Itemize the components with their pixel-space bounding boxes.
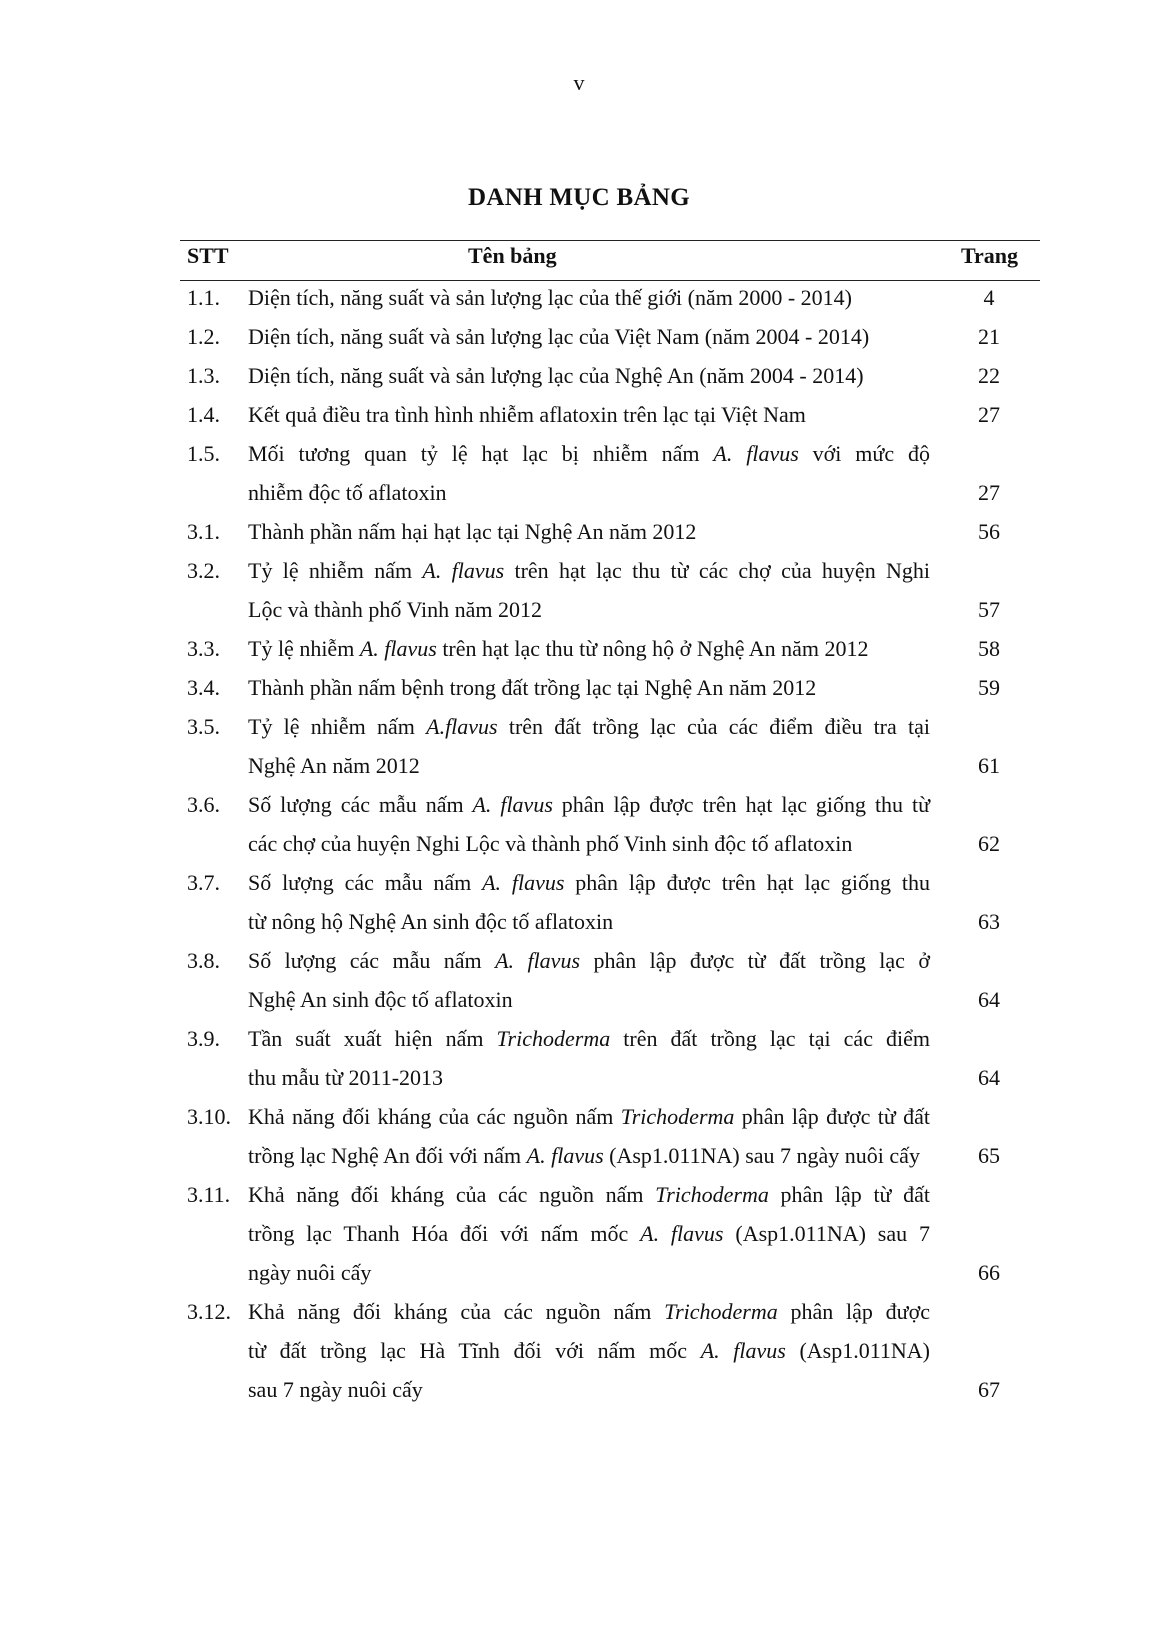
table-number: 1.5. — [187, 441, 220, 466]
page-ref: 65 — [978, 1143, 1000, 1168]
title-fragment: Tần suất xuất hiện nấm — [248, 1026, 497, 1051]
table-row — [0, 941, 1158, 1019]
title-fragment: phân lập được từ đất trồng lạc ở — [580, 948, 931, 973]
species-name: A. flavus — [472, 792, 553, 817]
page-ref: 4 — [983, 285, 995, 310]
table-title-text — [248, 434, 930, 473]
title-fragment: Diện tích, năng suất và sản lượng lạc của Việt Nam (năm 2004 - 2014) — [248, 324, 870, 349]
table-row — [0, 668, 1158, 707]
table-number: 3.11. — [187, 1182, 231, 1207]
title-fragment: (Asp1.011NA) sau 7 ngày nuôi cấy — [603, 1143, 920, 1168]
table-number: 3.4. — [187, 675, 220, 700]
page-ref: 61 — [978, 753, 1000, 778]
table-row-line — [0, 902, 1158, 941]
title-fragment: trồng lạc Nghệ An đối với nấm — [248, 1143, 527, 1168]
column-header-page: Trang — [961, 243, 1019, 268]
table-title-text — [248, 1214, 930, 1253]
title-fragment: Diện tích, năng suất và sản lượng lạc của Nghệ An (năm 2004 - 2014) — [248, 363, 864, 388]
title-fragment: nhiễm độc tố aflatoxin — [248, 480, 447, 505]
table-title-text — [248, 941, 930, 980]
title-fragment: trồng lạc Thanh Hóa đối với nấm mốc — [248, 1221, 641, 1246]
table-title-text — [248, 278, 930, 317]
table-title-text — [248, 1175, 930, 1214]
species-name: A.flavus — [426, 714, 498, 739]
table-row — [0, 278, 1158, 317]
species-name: A. flavus — [422, 558, 505, 583]
title-fragment: Tỷ lệ nhiễm nấm — [248, 558, 423, 583]
table-row-line — [0, 629, 1158, 668]
title-fragment: Mối tương quan tỷ lệ hạt lạc bị nhiễm nấm — [248, 441, 714, 466]
table-row-line — [0, 863, 1158, 902]
title-fragment: phân lập được trên hạt lạc giống thu từ — [552, 792, 930, 817]
table-number: 1.2. — [187, 324, 220, 349]
table-row-line — [0, 1175, 1158, 1214]
title-fragment: (Asp1.011NA) — [785, 1338, 930, 1363]
table-row — [0, 1097, 1158, 1175]
title-fragment: Diện tích, năng suất và sản lượng lạc của thế giới (năm 2000 - 2014) — [248, 285, 852, 310]
title-fragment: Thành phần nấm bệnh trong đất trồng lạc tại Nghệ An năm 2012 — [248, 675, 817, 700]
species-name: Trichoderma — [620, 1104, 735, 1129]
title-fragment: sau 7 ngày nuôi cấy — [248, 1377, 423, 1402]
table-number: 3.10. — [187, 1104, 231, 1129]
table-row-line — [0, 707, 1158, 746]
table-number: 1.4. — [187, 402, 220, 427]
species-name: Trichoderma — [655, 1182, 769, 1207]
page-ref: 22 — [978, 363, 1000, 388]
page-number: v — [573, 70, 585, 95]
table-row — [0, 707, 1158, 785]
table-row-line — [0, 980, 1158, 1019]
table-row-line — [0, 1097, 1158, 1136]
table-row-line — [0, 1214, 1158, 1253]
title-fragment: thu mẫu từ 2011-2013 — [248, 1065, 444, 1090]
title-fragment: Khả năng đối kháng của các nguồn nấm — [248, 1104, 621, 1129]
table-row-line — [0, 1136, 1158, 1175]
table-row-line — [0, 1019, 1158, 1058]
table-row — [0, 317, 1158, 356]
table-row — [0, 863, 1158, 941]
table-row — [0, 1175, 1158, 1292]
table-row-line — [0, 278, 1158, 317]
page-ref: 67 — [978, 1377, 1000, 1402]
title-fragment: phân lập từ đất — [768, 1182, 930, 1207]
table-title-text — [248, 512, 930, 551]
title-fragment: Kết quả điều tra tình hình nhiễm aflatoxin trên lạc tại Việt Nam — [248, 402, 806, 427]
page-ref: 62 — [978, 831, 1000, 856]
page-ref: 56 — [978, 519, 1000, 544]
table-row-line — [0, 1370, 1158, 1409]
table-row-line — [0, 1292, 1158, 1331]
table-number: 3.12. — [187, 1299, 231, 1324]
table-row-line — [0, 824, 1158, 863]
table-number: 3.3. — [187, 636, 220, 661]
table-row — [0, 395, 1158, 434]
title-fragment: trên đất trồng lạc của các điểm điều tra tại — [497, 714, 930, 739]
table-title-text — [248, 668, 930, 707]
table-number: 3.6. — [187, 792, 220, 817]
table-row-line — [0, 1331, 1158, 1370]
table-row — [0, 785, 1158, 863]
page-ref: 27 — [978, 402, 1000, 427]
table-title-text — [248, 629, 930, 668]
table-number: 3.1. — [187, 519, 220, 544]
table-title-text — [248, 1292, 930, 1331]
page-ref: 58 — [978, 636, 1000, 661]
table-row — [0, 512, 1158, 551]
table-row-line — [0, 1058, 1158, 1097]
title-fragment: Thành phần nấm hại hạt lạc tại Nghệ An năm 2012 — [248, 519, 697, 544]
table-row — [0, 1292, 1158, 1409]
table-row — [0, 629, 1158, 668]
table-top-rule — [180, 240, 1040, 241]
table-row — [0, 1019, 1158, 1097]
table-title-text — [248, 1136, 930, 1175]
table-title-text — [248, 1253, 930, 1292]
page-ref: 59 — [978, 675, 1000, 700]
table-row-line — [0, 473, 1158, 512]
table-number: 3.7. — [187, 870, 220, 895]
table-number: 3.8. — [187, 948, 220, 973]
table-row-line — [0, 395, 1158, 434]
table-row-line — [0, 668, 1158, 707]
species-name: A. flavus — [495, 948, 581, 973]
table-row-line — [0, 785, 1158, 824]
table-row-line — [0, 434, 1158, 473]
table-number: 3.9. — [187, 1026, 220, 1051]
page-ref: 27 — [978, 480, 1000, 505]
species-name: A. flavus — [640, 1221, 724, 1246]
title-fragment: từ nông hộ Nghệ An sinh độc tố aflatoxin — [248, 909, 614, 934]
title-fragment: trên hạt lạc thu từ các chợ của huyện Nghi — [504, 558, 930, 583]
table-row-line — [0, 317, 1158, 356]
table-row-line — [0, 356, 1158, 395]
title-fragment: các chợ của huyện Nghi Lộc và thành phố Vinh sinh độc tố aflatoxin — [248, 831, 853, 856]
title-fragment: phân lập được — [777, 1299, 930, 1324]
title-fragment: trên hạt lạc thu từ nông hộ ở Nghệ An năm 2012 — [436, 636, 869, 661]
species-name: A. flavus — [482, 870, 565, 895]
table-title-text — [248, 1058, 930, 1097]
table-number: 3.2. — [187, 558, 220, 583]
table-row — [0, 551, 1158, 629]
page-ref: 64 — [978, 987, 1000, 1012]
page-ref: 21 — [978, 324, 1000, 349]
table-number: 3.5. — [187, 714, 220, 739]
title-fragment: Lộc và thành phố Vinh năm 2012 — [248, 597, 543, 622]
table-title-text — [248, 824, 930, 863]
table-row-line — [0, 746, 1158, 785]
title-fragment: Nghệ An năm 2012 — [248, 753, 420, 778]
table-title-text — [248, 1370, 930, 1409]
page-ref: 66 — [978, 1260, 1000, 1285]
table-row-line — [0, 512, 1158, 551]
species-name: Trichoderma — [496, 1026, 611, 1051]
title-fragment: Khả năng đối kháng của các nguồn nấm — [248, 1299, 665, 1324]
table-title-text — [248, 980, 930, 1019]
title-fragment: Tỷ lệ nhiễm — [248, 636, 360, 661]
table-title-text — [248, 863, 930, 902]
table-title-text — [248, 707, 930, 746]
title-fragment: Khả năng đối kháng của các nguồn nấm — [248, 1182, 656, 1207]
table-title-text — [248, 902, 930, 941]
table-row — [0, 356, 1158, 395]
title-fragment: trên đất trồng lạc tại các điểm — [610, 1026, 930, 1051]
title-fragment: Nghệ An sinh độc tố aflatoxin — [248, 987, 513, 1012]
title-fragment: Tỷ lệ nhiễm nấm — [248, 714, 427, 739]
species-name: A. flavus — [359, 636, 437, 661]
title-fragment: (Asp1.011NA) sau 7 — [723, 1221, 930, 1246]
table-row — [0, 434, 1158, 512]
title-fragment: ngày nuôi cấy — [248, 1260, 372, 1285]
table-row-line — [0, 1253, 1158, 1292]
title-fragment: từ đất trồng lạc Hà Tĩnh đối với nấm mốc — [248, 1338, 701, 1363]
table-number: 1.3. — [187, 363, 220, 388]
title-fragment: phân lập được từ đất — [734, 1104, 930, 1129]
page-title: DANH MỤC BẢNG — [468, 184, 690, 211]
column-header-stt: STT — [187, 243, 229, 268]
species-name: Trichoderma — [664, 1299, 778, 1324]
table-title-text — [248, 395, 930, 434]
title-fragment: Số lượng các mẫu nấm — [248, 870, 483, 895]
table-title-text — [248, 746, 930, 785]
table-row-line — [0, 551, 1158, 590]
table-title-text — [248, 590, 930, 629]
table-title-text — [248, 785, 930, 824]
page-ref: 63 — [978, 909, 1000, 934]
table-title-text — [248, 1097, 930, 1136]
title-fragment: Số lượng các mẫu nấm — [248, 792, 473, 817]
table-title-text — [248, 356, 930, 395]
page-ref: 57 — [978, 597, 1000, 622]
title-fragment: phân lập được trên hạt lạc giống thu — [564, 870, 930, 895]
table-row-line — [0, 590, 1158, 629]
table-title-text — [248, 551, 930, 590]
table-title-text — [248, 317, 930, 356]
page-ref: 64 — [978, 1065, 1000, 1090]
title-fragment: với mức độ — [798, 441, 930, 466]
species-name: A. flavus — [713, 441, 799, 466]
table-row-line — [0, 941, 1158, 980]
table-title-text — [248, 473, 930, 512]
table-list — [0, 278, 1158, 1409]
table-title-text — [248, 1331, 930, 1370]
species-name: A. flavus — [700, 1338, 786, 1363]
table-number: 1.1. — [187, 285, 220, 310]
column-header-name: Tên bảng — [468, 243, 557, 268]
table-title-text — [248, 1019, 930, 1058]
species-name: A. flavus — [526, 1143, 604, 1168]
title-fragment: Số lượng các mẫu nấm — [248, 948, 496, 973]
